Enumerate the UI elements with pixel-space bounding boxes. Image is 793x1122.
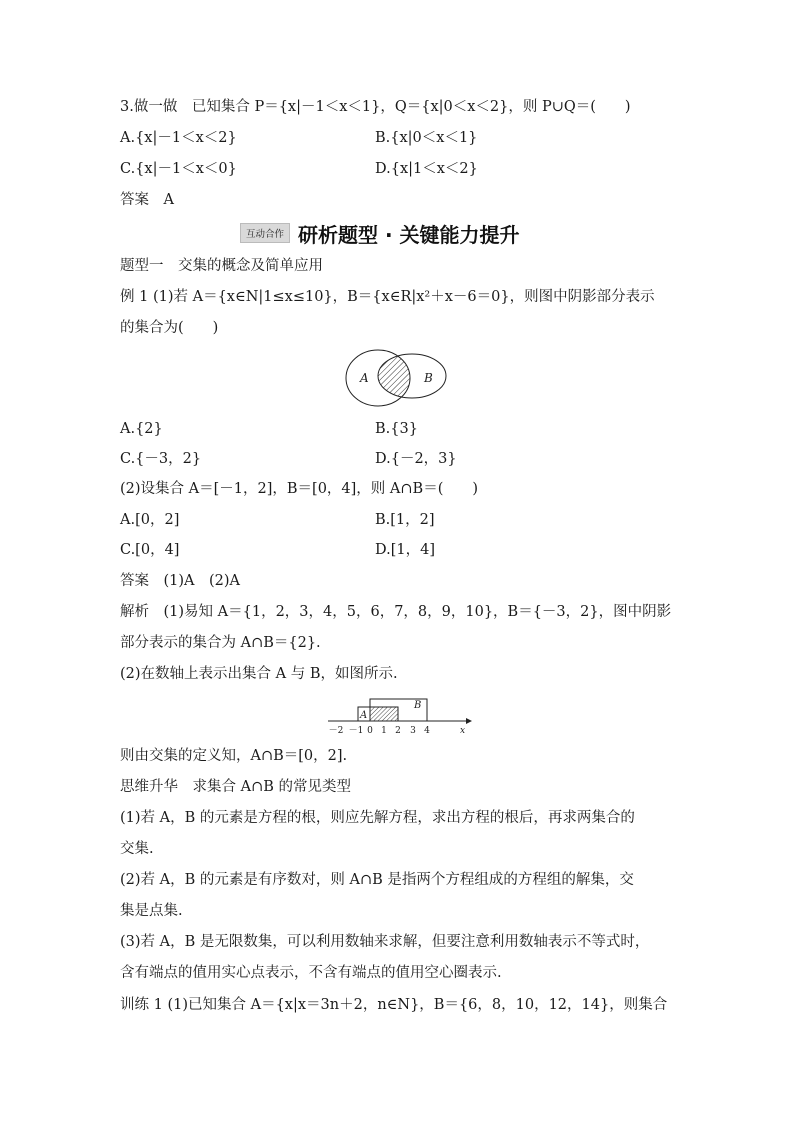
axis-tick-label: －1 bbox=[348, 726, 364, 736]
q3-answer: 答案 A bbox=[120, 192, 174, 208]
ex1-p2-option-d: D.[1，4] bbox=[375, 542, 435, 558]
axis-tick-label: 0 bbox=[367, 726, 373, 736]
ex1-p1-option-c: C.{－3，2} bbox=[120, 451, 202, 467]
q3-option-b: B.{x|0＜x＜1} bbox=[375, 130, 478, 146]
q3-option-d: D.{x|1＜x＜2} bbox=[375, 161, 478, 177]
ex1-p2-option-a: A.[0，2] bbox=[120, 512, 180, 528]
venn-label-a: A bbox=[360, 371, 369, 385]
ex1-analysis-line3: (2)在数轴上表示出集合 A 与 B，如图所示. bbox=[120, 666, 398, 682]
type1-title: 题型一 交集的概念及简单应用 bbox=[120, 258, 323, 274]
axis-arrow-icon bbox=[466, 718, 472, 724]
ex1-analysis-line2: 部分表示的集合为 A∩B＝{2}. bbox=[120, 635, 321, 651]
thinking-title: 思维升华 求集合 A∩B 的常见类型 bbox=[120, 779, 351, 795]
ex1-analysis-line4: 则由交集的定义知，A∩B＝[0，2]. bbox=[120, 748, 348, 764]
ex1-part1-line1: 例 1 (1)若 A＝{x∈N|1≤x≤10}，B＝{x∈R|x²＋x－6＝0}，则图中阴影部分表示 bbox=[120, 289, 655, 305]
q3-option-c: C.{x|－1＜x＜0} bbox=[120, 161, 237, 177]
venn-diagram bbox=[340, 346, 452, 410]
ex1-part1-line2: 的集合为( ) bbox=[120, 320, 219, 336]
number-line-diagram bbox=[326, 696, 472, 738]
ex1-part2: (2)设集合 A＝[－1，2]，B＝[0，4]，则 A∩B＝( ) bbox=[120, 481, 479, 497]
axis-label-b: B bbox=[414, 700, 422, 711]
q3-option-a: A.{x|－1＜x＜2} bbox=[120, 130, 237, 146]
thinking-item3-line2: 含有端点的值用实心点表示，不含有端点的值用空心圈表示. bbox=[120, 965, 502, 981]
training-line1: 训练 1 (1)已知集合 A＝{x|x＝3n＋2，n∈N}，B＝{6，8，10，12，14}，则集合 bbox=[120, 997, 668, 1013]
ex1-p1-option-d: D.{－2，3} bbox=[375, 451, 457, 467]
axis-tick-label: 1 bbox=[381, 726, 387, 736]
ex1-p1-option-a: A.{2} bbox=[120, 421, 163, 437]
axis-tick-label: 4 bbox=[424, 726, 430, 736]
q3-stem: 3.做一做 已知集合 P＝{x|－1＜x＜1}，Q＝{x|0＜x＜2}，则 P∪Q＝( ) bbox=[120, 99, 631, 115]
ex1-analysis-line1: 解析 (1)易知 A＝{1，2，3，4，5，6，7，8，9，10}，B＝{－3，2}，图中阴影 bbox=[120, 604, 672, 620]
axis-tick-label: 2 bbox=[395, 726, 401, 736]
axis-variable: x bbox=[460, 726, 466, 736]
thinking-item3-line1: (3)若 A，B 是无限数集，可以利用数轴来求解，但要注意利用数轴表示不等式时， bbox=[120, 934, 650, 950]
axis-label-a: A bbox=[360, 710, 368, 721]
axis-tick-label: 3 bbox=[410, 726, 416, 736]
thinking-item1-line1: (1)若 A，B 的元素是方程的根，则应先解方程，求出方程的根后，再求两集合的 bbox=[120, 810, 635, 826]
axis-tick-label: －2 bbox=[328, 726, 344, 736]
ex1-answer: 答案 (1)A (2)A bbox=[120, 573, 241, 589]
section-title: 研析题型 · 关键能力提升 bbox=[298, 222, 520, 247]
ex1-p1-option-b: B.{3} bbox=[375, 421, 418, 437]
ex1-p2-option-b: B.[1，2] bbox=[375, 512, 435, 528]
thinking-item1-line2: 交集. bbox=[120, 841, 154, 857]
section-tag: 互动合作 bbox=[240, 223, 290, 243]
ex1-p2-option-c: C.[0，4] bbox=[120, 542, 180, 558]
thinking-item2-line2: 集是点集. bbox=[120, 903, 183, 919]
venn-label-b: B bbox=[424, 371, 433, 385]
section-heading bbox=[240, 219, 520, 247]
axis-intersection bbox=[370, 707, 398, 721]
thinking-item2-line1: (2)若 A，B 的元素是有序数对，则 A∩B 是指两个方程组成的方程组的解集，交 bbox=[120, 872, 634, 888]
